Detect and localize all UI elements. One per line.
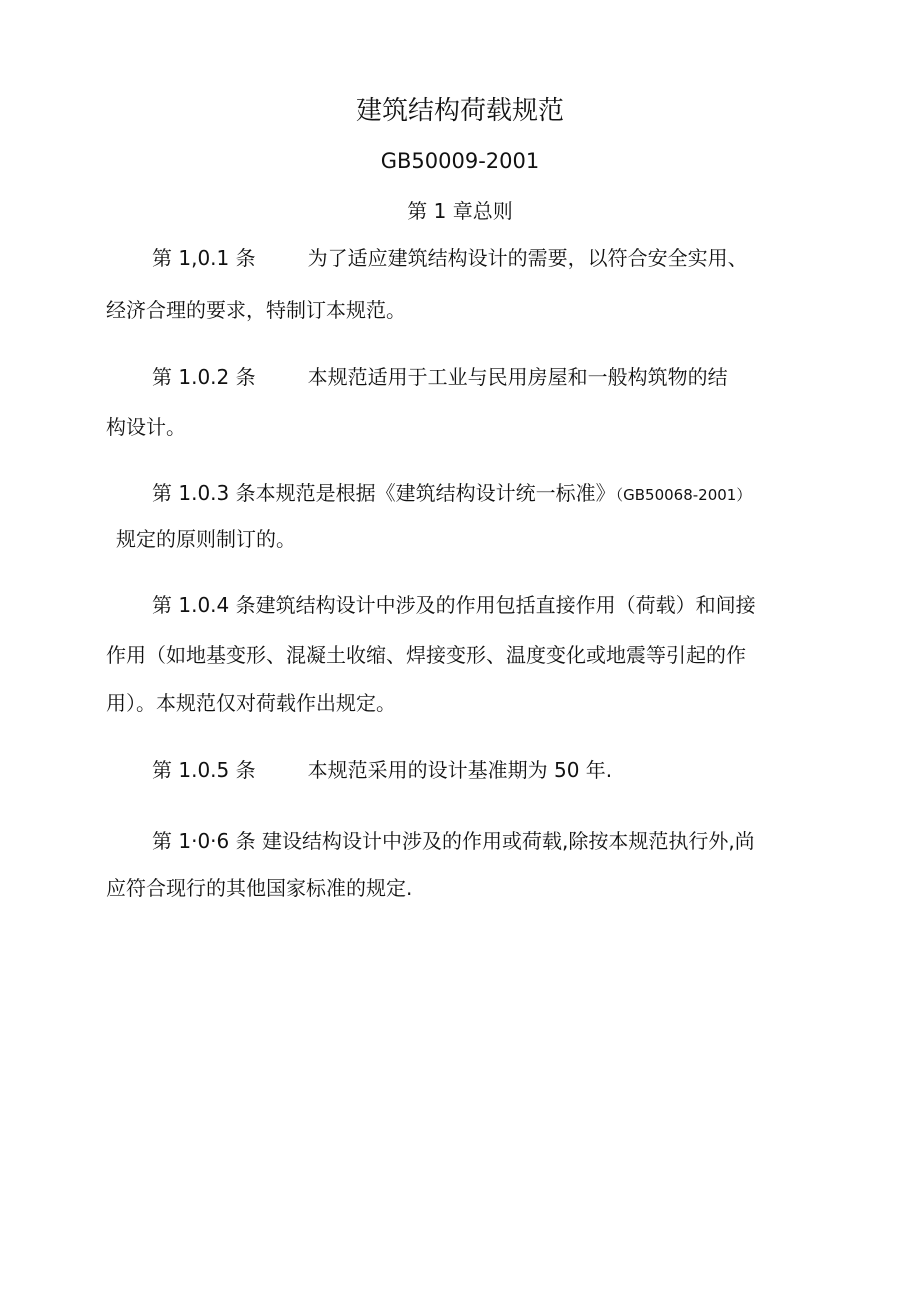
article-number: 第 1.0.3 条	[152, 481, 256, 505]
article-text: 本规范适用于工业与民用房屋和一般构筑物的结	[307, 365, 728, 389]
article-1-0-4-line-1	[152, 590, 756, 620]
article-1-0-2-line-1	[152, 362, 728, 392]
article-1-0-4-line-2: 作用（如地基变形、混凝土收缩、焊接变形、温度变化或地震等引起的作	[106, 643, 746, 667]
article-number: 第 1.0.2 条	[152, 365, 256, 389]
standard-code: GB50009-2001	[380, 149, 540, 173]
reference-code: （GB50068-2001）	[615, 486, 752, 504]
chapter-heading: 第 1 章总则	[407, 199, 513, 223]
article-1-0-4-line-3: 用）。本规范仅对荷载作出规定。	[106, 691, 396, 715]
article-number: 第 1,0.1 条	[152, 246, 256, 270]
article-text: 本规范是根据《建筑结构设计统一标准》	[255, 481, 616, 505]
article-text: 建筑结构设计中涉及的作用包括直接作用（荷载）和间接	[255, 593, 756, 617]
article-1-0-6-line-2: 应符合现行的其他国家标准的规定.	[106, 876, 413, 900]
article-1-0-6-line-1	[152, 826, 755, 856]
document-title: 建筑结构荷载规范	[355, 96, 564, 126]
article-1-0-1-line-1	[152, 243, 748, 273]
article-1-0-3-line-2: 规定的原则制订的。	[116, 527, 296, 551]
article-number: 第 1·0·6 条	[152, 829, 256, 853]
article-1-0-2-line-2: 构设计。	[106, 415, 186, 439]
article-1-0-3-line-1	[152, 478, 751, 510]
article-1-0-1-line-2: 经济合理的要求，特制订本规范。	[106, 298, 406, 322]
article-text: 为了适应建筑结构设计的需要，以符合安全实用、	[307, 246, 748, 270]
article-text: 建设结构设计中涉及的作用或荷载,除按本规范执行外,尚	[261, 829, 755, 853]
article-text: 本规范采用的设计基准期为 50 年.	[307, 758, 613, 782]
article-number: 第 1.0.4 条	[152, 593, 256, 617]
article-1-0-5-line-1	[152, 755, 612, 785]
article-number: 第 1.0.5 条	[152, 758, 256, 782]
